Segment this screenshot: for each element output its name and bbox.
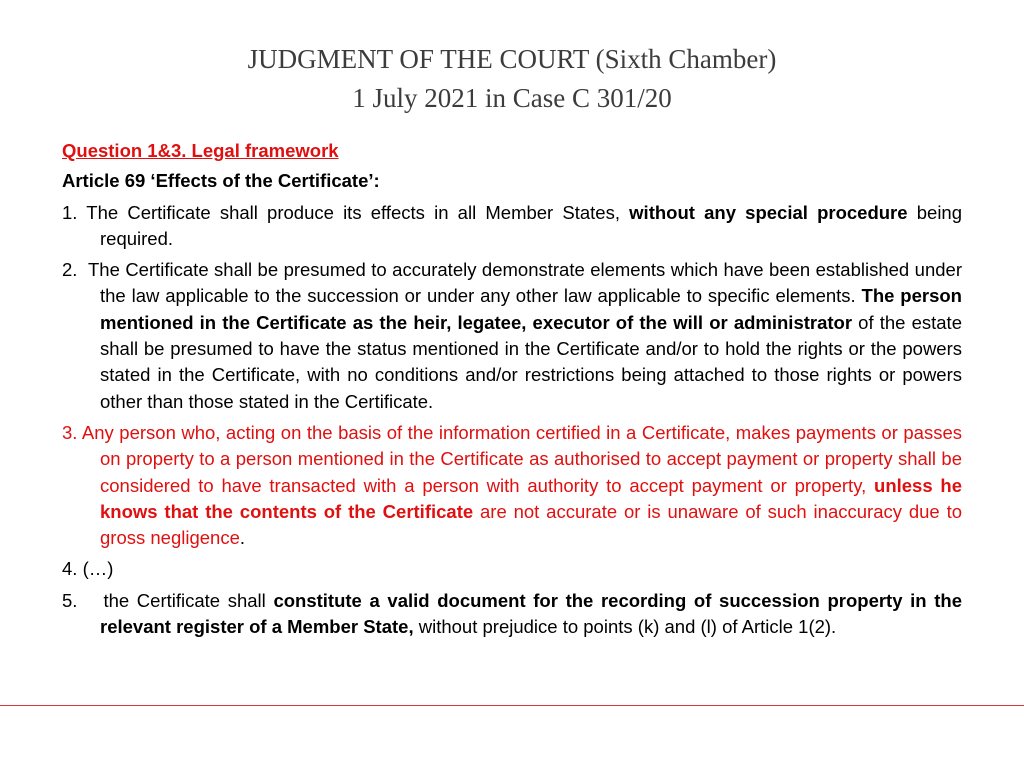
item-bold-text: without any special procedure bbox=[629, 201, 908, 223]
article-item-2 bbox=[62, 257, 962, 415]
item-text-period: . bbox=[239, 527, 246, 549]
item-text: The Certificate shall produce its effects in all Member States, bbox=[86, 201, 630, 223]
section-heading: Question 1&3. Legal framework bbox=[62, 140, 339, 161]
item-text: the Certificate shall bbox=[103, 589, 274, 611]
item-number: 5. bbox=[62, 589, 78, 611]
item-bold-text: unless he knows that the contents of the Certificate bbox=[100, 474, 962, 522]
item-text: without prejudice to points (k) and (l) of Article 1(2). bbox=[413, 616, 837, 638]
item-number: 1. bbox=[62, 201, 78, 223]
item-text: (…) bbox=[82, 558, 114, 580]
item-text: of the estate shall be presumed to have the status mentioned in the Certificate and/or to hold the rights or the powers stated in the Certificate, with no conditions and/or restrictions being attached to those rights or powers other than those stated in the Certificate. bbox=[100, 311, 962, 412]
item-text: are not accurate or is unaware of such inaccuracy due to gross negligence bbox=[100, 500, 962, 549]
item-number: 2. bbox=[62, 259, 78, 281]
article-item-1 bbox=[62, 200, 962, 253]
article-item-3 bbox=[62, 420, 962, 551]
item-text: The Certificate shall be presumed to accurately demonstrate elements which have been established under the law applicable to the succession or under any other law applicable to specific elements. bbox=[88, 259, 962, 307]
article-heading: Article 69 ‘Effects of the Certificate’: bbox=[62, 170, 380, 192]
item-text: being required. bbox=[100, 201, 963, 249]
item-number: 4. bbox=[62, 558, 78, 580]
page-title bbox=[0, 40, 1024, 118]
item-bold-text: The person mentioned in the Certificate as the heir, legatee, executor of the will or administrator bbox=[100, 285, 962, 333]
title-line-1: JUDGMENT OF THE COURT (Sixth Chamber) bbox=[247, 44, 777, 74]
title-line-2: 1 July 2021 in Case C 301/20 bbox=[352, 83, 672, 113]
item-text: Any person who, acting on the basis of the information certified in a Certificate, makes payments or passes on property to a person mentioned in the Certificate as authorised to accept payment or property shall be considered to have transacted with a person with authority to accept payment or property, bbox=[81, 421, 962, 496]
article-item-5 bbox=[62, 588, 962, 641]
article-item-4 bbox=[62, 556, 962, 582]
item-bold-text: constitute a valid document for the recording of succession property in the relevant register of a Member State, bbox=[100, 589, 962, 638]
document-body bbox=[62, 138, 962, 640]
footer-divider bbox=[0, 705, 1024, 706]
item-number: 3. bbox=[62, 421, 78, 443]
